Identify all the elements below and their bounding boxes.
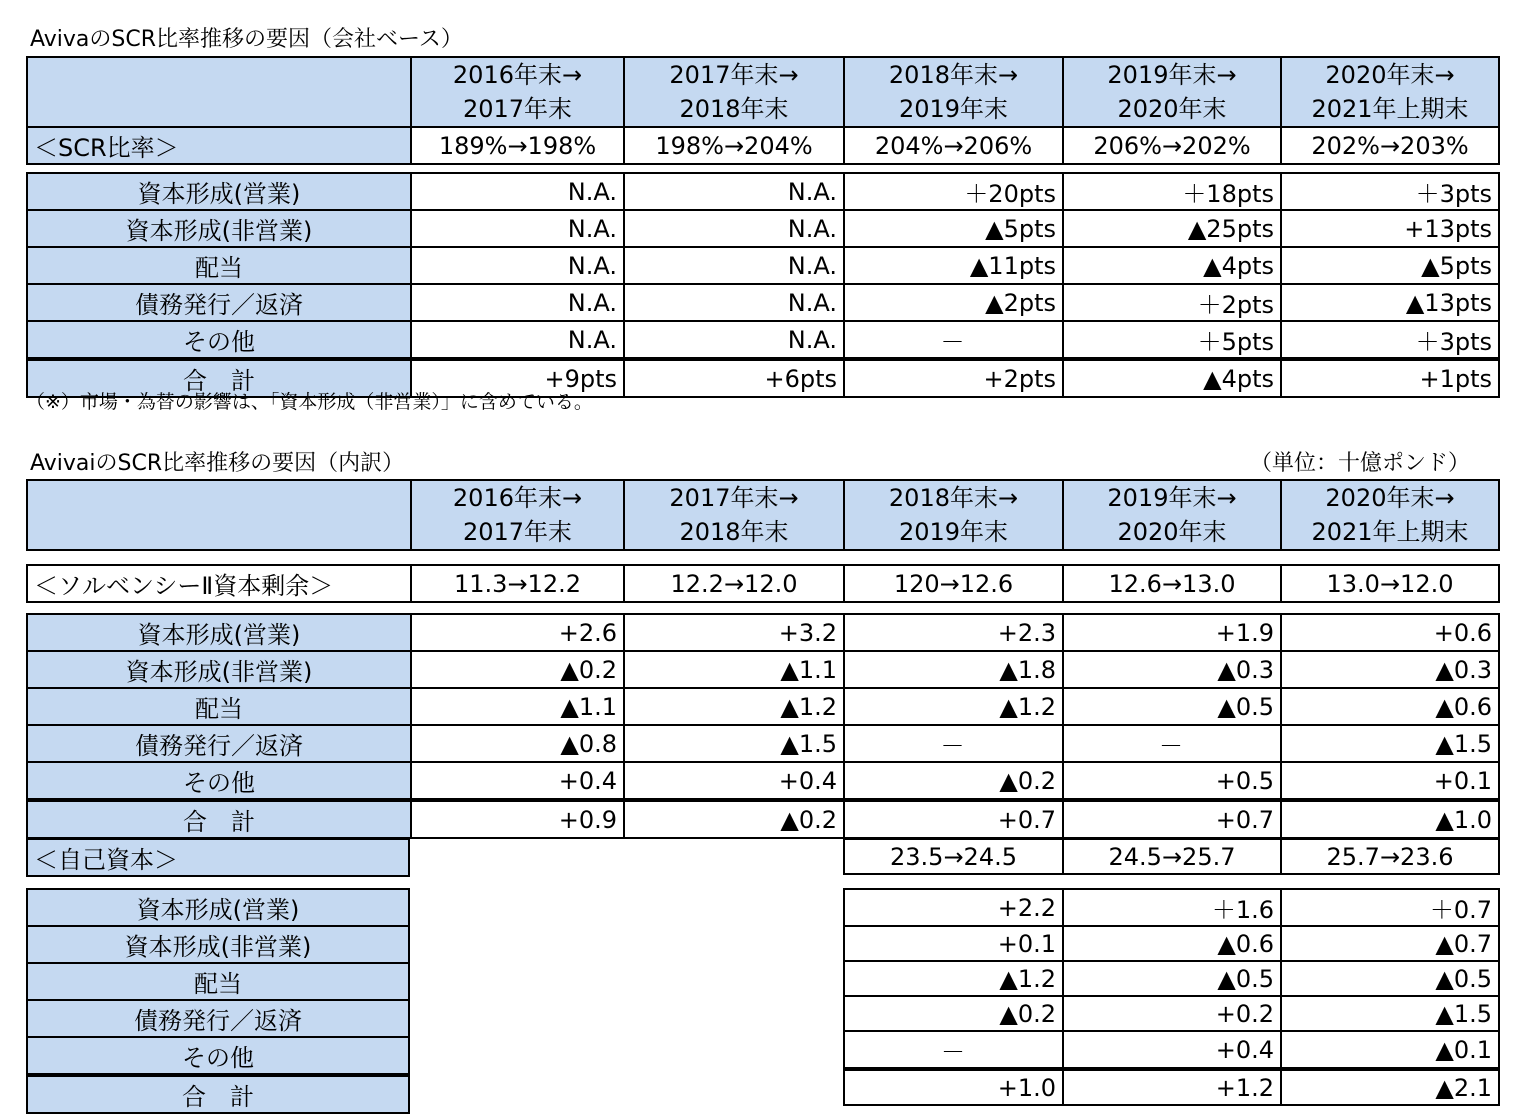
table-cell: N.A.	[624, 321, 844, 359]
surplus-cell: 11.3→12.2	[411, 565, 624, 602]
total-cell: +1.0	[844, 1069, 1063, 1105]
table-row	[27, 284, 1499, 321]
total-cell: +2pts	[844, 359, 1063, 397]
row-label: 資本形成(非営業)	[27, 651, 411, 688]
table-cell: ▲4pts	[1063, 247, 1281, 284]
table-cell: ▲1.5	[1281, 725, 1499, 762]
total-cell: +0.7	[1063, 800, 1281, 838]
total-cell: +0.7	[844, 800, 1063, 838]
table-row	[844, 996, 1499, 1031]
table-row	[27, 614, 1499, 651]
total-label: 合 計	[27, 1075, 409, 1113]
scr-ratio-label: ＜SCR比率＞	[27, 127, 411, 164]
table-cell: ▲0.7	[1281, 926, 1499, 961]
table-cell: ＋3pts	[1281, 173, 1499, 210]
table-cell: +0.6	[1281, 614, 1499, 651]
table2-title: AvivaiのSCR比率推移の要因（内訳）	[30, 451, 405, 476]
table1-note: （※）市場・為替の影響は、「資本形成（非営業）」に含めている。	[26, 391, 593, 413]
table-cell: －	[844, 321, 1063, 359]
unit-label: （単位：十億ポンド）	[1250, 451, 1471, 476]
total-row	[27, 800, 1499, 838]
table-cell: ＋2pts	[1063, 284, 1281, 321]
scr-ratio-cell: 206%→202%	[1063, 127, 1281, 164]
surplus-cell: 120→12.6	[844, 565, 1063, 602]
table-cell: +0.5	[1063, 762, 1281, 800]
row-label: 債務発行／返済	[27, 284, 411, 321]
equity-label-table	[26, 838, 410, 877]
table-cell: +2.6	[411, 614, 624, 651]
table-cell: －	[844, 725, 1063, 762]
table-cell: ＋0.7	[1281, 889, 1499, 926]
total-cell: ▲2.1	[1281, 1069, 1499, 1105]
equity-cell: 23.5→24.5	[844, 839, 1063, 874]
col-header-1: 2016年末→ 2017年末	[411, 57, 624, 127]
table-cell: ▲1.2	[844, 688, 1063, 725]
table-cell: ＋5pts	[1063, 321, 1281, 359]
table-row	[27, 173, 1499, 210]
table1	[26, 56, 1500, 165]
table-cell: N.A.	[624, 247, 844, 284]
surplus-cell: 12.6→13.0	[1063, 565, 1281, 602]
table-cell: +13pts	[1281, 210, 1499, 247]
row-label: 資本形成(営業)	[27, 173, 411, 210]
table1-title: AvivaのSCR比率推移の要因（会社ベース）	[30, 27, 463, 52]
equity-labels	[26, 888, 410, 1114]
table-cell: ▲0.1	[1281, 1031, 1499, 1069]
table-row	[27, 762, 1499, 800]
table-cell: ▲0.5	[1063, 961, 1281, 996]
table1-body	[26, 172, 1500, 398]
table-cell: +1.9	[1063, 614, 1281, 651]
table-cell: ＋18pts	[1063, 173, 1281, 210]
table-cell: ▲0.3	[1063, 651, 1281, 688]
table-cell: N.A.	[411, 284, 624, 321]
table-cell: ▲2pts	[844, 284, 1063, 321]
table-cell: ▲1.2	[844, 961, 1063, 996]
table2-body	[26, 613, 1500, 839]
table-cell: ▲0.2	[844, 996, 1063, 1031]
row-label: 資本形成(非営業)	[27, 210, 411, 247]
table-cell: ▲0.6	[1063, 926, 1281, 961]
surplus-label: ＜ソルベンシーⅡ資本剰余＞	[27, 565, 411, 602]
row-label: その他	[27, 762, 411, 800]
row-label: その他	[27, 321, 411, 359]
table-cell: +2.2	[844, 889, 1063, 926]
table-cell: +0.4	[624, 762, 844, 800]
surplus-table	[26, 564, 1500, 603]
table-cell: N.A.	[411, 247, 624, 284]
table-cell: ▲11pts	[844, 247, 1063, 284]
table-row	[27, 210, 1499, 247]
table-cell: ▲1.5	[624, 725, 844, 762]
row-label: 配当	[27, 688, 411, 725]
row-label: その他	[27, 1037, 409, 1075]
equity-header-table	[843, 838, 1500, 875]
surplus-cell: 13.0→12.0	[1281, 565, 1499, 602]
scr-ratio-cell: 198%→204%	[624, 127, 844, 164]
table-cell: ▲1.1	[411, 688, 624, 725]
col-header-3: 2018年末→ 2019年末	[844, 57, 1063, 127]
equity-row	[844, 839, 1499, 874]
table-cell: N.A.	[624, 210, 844, 247]
row-label: 配当	[27, 963, 409, 1000]
surplus-cell: 12.2→12.0	[624, 565, 844, 602]
table-cell: ＋1.6	[1063, 889, 1281, 926]
table-cell: N.A.	[624, 284, 844, 321]
table-cell: ▲1.5	[1281, 996, 1499, 1031]
table-cell: N.A.	[624, 173, 844, 210]
table-cell: ▲0.5	[1063, 688, 1281, 725]
table-row	[27, 688, 1499, 725]
total-cell: +6pts	[624, 359, 844, 397]
col-header-2: 2017年末→ 2018年末	[624, 480, 844, 550]
table-cell: ▲0.2	[844, 762, 1063, 800]
total-cell: +9pts	[411, 359, 624, 397]
total-cell: +0.9	[411, 800, 624, 838]
total-cell: ▲0.2	[624, 800, 844, 838]
table-row	[844, 889, 1499, 926]
surplus-row	[27, 565, 1499, 602]
table-cell: ▲1.8	[844, 651, 1063, 688]
row-label: 資本形成(非営業)	[27, 926, 409, 963]
table-cell: N.A.	[411, 173, 624, 210]
table-cell: ▲13pts	[1281, 284, 1499, 321]
col-header-1: 2016年末→ 2017年末	[411, 480, 624, 550]
total-label: 合 計	[27, 359, 411, 397]
row-label: 債務発行／返済	[27, 725, 411, 762]
table-row	[844, 961, 1499, 996]
table-cell: ▲25pts	[1063, 210, 1281, 247]
header-corner	[27, 57, 411, 127]
equity-label: ＜自己資本＞	[27, 839, 409, 876]
table-cell: ▲0.5	[1281, 961, 1499, 996]
table-cell: －	[844, 1031, 1063, 1069]
col-header-2: 2017年末→ 2018年末	[624, 57, 844, 127]
table-cell: +3.2	[624, 614, 844, 651]
table-cell: +0.1	[1281, 762, 1499, 800]
table-cell: ▲0.6	[1281, 688, 1499, 725]
table-cell: ▲5pts	[1281, 247, 1499, 284]
col-header-5: 2020年末→ 2021年上期末	[1281, 57, 1499, 127]
equity-cell: 25.7→23.6	[1281, 839, 1499, 874]
table-row	[844, 1031, 1499, 1069]
table-cell: N.A.	[411, 210, 624, 247]
table-row	[27, 725, 1499, 762]
scr-ratio-cell: 202%→203%	[1281, 127, 1499, 164]
col-header-4: 2019年末→ 2020年末	[1063, 57, 1281, 127]
table-cell: －	[1063, 725, 1281, 762]
table-cell: ▲1.1	[624, 651, 844, 688]
table-cell: +0.2	[1063, 996, 1281, 1031]
table-cell: +2.3	[844, 614, 1063, 651]
table-cell: ▲0.8	[411, 725, 624, 762]
table2	[26, 479, 1500, 551]
total-label: 合 計	[27, 800, 411, 838]
total-cell: ▲4pts	[1063, 359, 1281, 397]
table-cell: +0.1	[844, 926, 1063, 961]
table-cell: ▲0.2	[411, 651, 624, 688]
scr-ratio-cell: 189%→198%	[411, 127, 624, 164]
row-label: 債務発行／返済	[27, 1000, 409, 1037]
col-header-5: 2020年末→ 2021年上期末	[1281, 480, 1499, 550]
header-corner	[27, 480, 411, 550]
table-cell: ▲0.3	[1281, 651, 1499, 688]
table-cell: ▲1.2	[624, 688, 844, 725]
table-row	[27, 247, 1499, 284]
table-cell: +0.4	[1063, 1031, 1281, 1069]
table-row	[27, 321, 1499, 359]
table-cell: ＋20pts	[844, 173, 1063, 210]
total-cell: +1pts	[1281, 359, 1499, 397]
scr-ratio-cell: 204%→206%	[844, 127, 1063, 164]
table-row	[844, 926, 1499, 961]
total-cell: +1.2	[1063, 1069, 1281, 1105]
row-label: 配当	[27, 247, 411, 284]
col-header-4: 2019年末→ 2020年末	[1063, 480, 1281, 550]
table-cell: +0.4	[411, 762, 624, 800]
equity-values	[843, 888, 1500, 1106]
table-cell: ＋3pts	[1281, 321, 1499, 359]
col-header-3: 2018年末→ 2019年末	[844, 480, 1063, 550]
total-row	[844, 1069, 1499, 1105]
table-row	[27, 651, 1499, 688]
total-cell: ▲1.0	[1281, 800, 1499, 838]
table-cell: N.A.	[411, 321, 624, 359]
row-label: 資本形成(営業)	[27, 614, 411, 651]
equity-cell: 24.5→25.7	[1063, 839, 1281, 874]
scr-ratio-row	[27, 127, 1499, 164]
row-label: 資本形成(営業)	[27, 889, 409, 926]
table-cell: ▲5pts	[844, 210, 1063, 247]
